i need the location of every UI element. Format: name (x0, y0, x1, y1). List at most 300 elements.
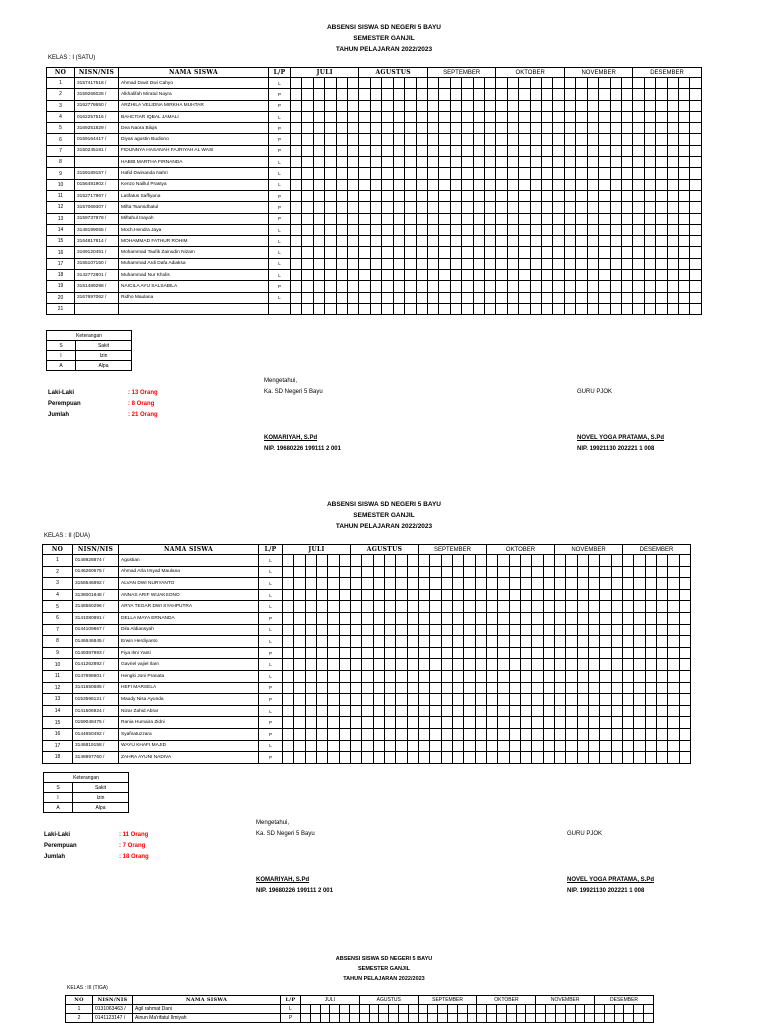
attendance-cell[interactable] (316, 694, 327, 706)
attendance-cell[interactable] (316, 705, 327, 717)
attendance-cell[interactable] (546, 1005, 556, 1014)
attendance-cell[interactable] (610, 281, 621, 292)
attendance-cell[interactable] (294, 682, 305, 694)
attendance-cell[interactable] (668, 740, 679, 752)
attendance-cell[interactable] (370, 190, 381, 201)
attendance-cell[interactable] (283, 566, 294, 578)
attendance-cell[interactable] (498, 659, 509, 671)
attendance-cell[interactable] (509, 578, 520, 590)
attendance-cell[interactable] (645, 624, 656, 636)
attendance-cell[interactable] (313, 190, 324, 201)
attendance-cell[interactable] (325, 213, 336, 224)
attendance-cell[interactable] (678, 202, 689, 213)
attendance-cell[interactable] (396, 624, 407, 636)
attendance-cell[interactable] (633, 134, 644, 145)
attendance-cell[interactable] (359, 281, 370, 292)
attendance-cell[interactable] (325, 190, 336, 201)
attendance-cell[interactable] (370, 213, 381, 224)
attendance-cell[interactable] (621, 270, 632, 281)
attendance-cell[interactable] (610, 270, 621, 281)
attendance-cell[interactable] (566, 717, 577, 729)
attendance-cell[interactable] (439, 292, 450, 303)
attendance-cell[interactable] (516, 1014, 526, 1023)
attendance-cell[interactable] (543, 566, 554, 578)
attendance-cell[interactable] (385, 566, 396, 578)
attendance-cell[interactable] (496, 168, 507, 179)
attendance-cell[interactable] (543, 555, 554, 567)
attendance-cell[interactable] (464, 566, 475, 578)
attendance-cell[interactable] (577, 694, 588, 706)
attendance-cell[interactable] (291, 281, 302, 292)
attendance-cell[interactable] (359, 292, 370, 303)
attendance-cell[interactable] (305, 589, 316, 601)
attendance-cell[interactable] (464, 740, 475, 752)
attendance-cell[interactable] (566, 752, 577, 764)
attendance-cell[interactable] (621, 281, 632, 292)
attendance-cell[interactable] (566, 670, 577, 682)
attendance-cell[interactable] (656, 111, 667, 122)
attendance-cell[interactable] (408, 1005, 418, 1014)
attendance-cell[interactable] (656, 281, 667, 292)
attendance-cell[interactable] (506, 1014, 516, 1023)
attendance-cell[interactable] (336, 145, 347, 156)
attendance-cell[interactable] (496, 281, 507, 292)
attendance-cell[interactable] (633, 111, 644, 122)
attendance-cell[interactable] (475, 705, 486, 717)
attendance-cell[interactable] (668, 555, 679, 567)
attendance-cell[interactable] (566, 566, 577, 578)
attendance-cell[interactable] (328, 647, 339, 659)
attendance-cell[interactable] (611, 636, 622, 648)
attendance-cell[interactable] (656, 157, 667, 168)
attendance-cell[interactable] (587, 213, 598, 224)
attendance-cell[interactable] (475, 647, 486, 659)
attendance-cell[interactable] (419, 694, 430, 706)
attendance-cell[interactable] (328, 555, 339, 567)
attendance-cell[interactable] (427, 202, 438, 213)
attendance-cell[interactable] (509, 612, 520, 624)
attendance-cell[interactable] (475, 601, 486, 613)
attendance-cell[interactable] (509, 624, 520, 636)
attendance-cell[interactable] (452, 589, 463, 601)
attendance-cell[interactable] (621, 224, 632, 235)
attendance-cell[interactable] (302, 168, 313, 179)
attendance-cell[interactable] (532, 659, 543, 671)
attendance-cell[interactable] (336, 111, 347, 122)
attendance-cell[interactable] (405, 179, 416, 190)
attendance-cell[interactable] (359, 258, 370, 269)
attendance-cell[interactable] (452, 717, 463, 729)
attendance-cell[interactable] (473, 247, 484, 258)
attendance-cell[interactable] (611, 555, 622, 567)
attendance-cell[interactable] (564, 224, 575, 235)
attendance-cell[interactable] (419, 705, 430, 717)
attendance-cell[interactable] (553, 270, 564, 281)
attendance-cell[interactable] (542, 145, 553, 156)
attendance-cell[interactable] (305, 624, 316, 636)
attendance-cell[interactable] (623, 647, 634, 659)
attendance-cell[interactable] (359, 111, 370, 122)
attendance-cell[interactable] (305, 670, 316, 682)
attendance-cell[interactable] (416, 78, 427, 89)
attendance-cell[interactable] (430, 612, 441, 624)
attendance-cell[interactable] (678, 157, 689, 168)
attendance-cell[interactable] (464, 624, 475, 636)
attendance-cell[interactable] (487, 670, 498, 682)
attendance-cell[interactable] (543, 589, 554, 601)
attendance-cell[interactable] (339, 752, 350, 764)
attendance-cell[interactable] (543, 717, 554, 729)
attendance-cell[interactable] (336, 247, 347, 258)
attendance-cell[interactable] (496, 258, 507, 269)
attendance-cell[interactable] (610, 78, 621, 89)
attendance-cell[interactable] (430, 682, 441, 694)
attendance-cell[interactable] (611, 647, 622, 659)
attendance-cell[interactable] (623, 717, 634, 729)
attendance-cell[interactable] (621, 247, 632, 258)
attendance-cell[interactable] (294, 717, 305, 729)
attendance-cell[interactable] (577, 670, 588, 682)
attendance-cell[interactable] (542, 89, 553, 100)
attendance-cell[interactable] (484, 292, 495, 303)
attendance-cell[interactable] (553, 236, 564, 247)
attendance-cell[interactable] (519, 190, 530, 201)
attendance-cell[interactable] (419, 555, 430, 567)
attendance-cell[interactable] (564, 168, 575, 179)
attendance-cell[interactable] (576, 168, 587, 179)
attendance-cell[interactable] (633, 190, 644, 201)
attendance-cell[interactable] (678, 123, 689, 134)
attendance-cell[interactable] (462, 179, 473, 190)
attendance-cell[interactable] (313, 157, 324, 168)
attendance-cell[interactable] (542, 270, 553, 281)
attendance-cell[interactable] (577, 682, 588, 694)
attendance-cell[interactable] (690, 179, 701, 190)
attendance-cell[interactable] (450, 270, 461, 281)
attendance-cell[interactable] (382, 270, 393, 281)
attendance-cell[interactable] (283, 624, 294, 636)
attendance-cell[interactable] (633, 89, 644, 100)
attendance-cell[interactable] (599, 247, 610, 258)
attendance-cell[interactable] (530, 281, 541, 292)
attendance-cell[interactable] (362, 740, 373, 752)
attendance-cell[interactable] (521, 670, 532, 682)
attendance-cell[interactable] (393, 190, 404, 201)
attendance-cell[interactable] (679, 612, 690, 624)
attendance-cell[interactable] (351, 682, 362, 694)
attendance-cell[interactable] (450, 303, 461, 314)
attendance-cell[interactable] (462, 270, 473, 281)
attendance-cell[interactable] (542, 202, 553, 213)
attendance-cell[interactable] (464, 601, 475, 613)
attendance-cell[interactable] (439, 247, 450, 258)
attendance-cell[interactable] (487, 589, 498, 601)
attendance-cell[interactable] (385, 740, 396, 752)
attendance-cell[interactable] (576, 179, 587, 190)
attendance-cell[interactable] (690, 145, 701, 156)
attendance-cell[interactable] (577, 624, 588, 636)
attendance-cell[interactable] (385, 705, 396, 717)
attendance-cell[interactable] (487, 624, 498, 636)
attendance-cell[interactable] (462, 145, 473, 156)
attendance-cell[interactable] (450, 145, 461, 156)
attendance-cell[interactable] (328, 589, 339, 601)
attendance-cell[interactable] (497, 1005, 507, 1014)
attendance-cell[interactable] (348, 258, 359, 269)
attendance-cell[interactable] (396, 752, 407, 764)
attendance-cell[interactable] (462, 224, 473, 235)
attendance-cell[interactable] (645, 555, 656, 567)
attendance-cell[interactable] (621, 236, 632, 247)
attendance-cell[interactable] (452, 647, 463, 659)
attendance-cell[interactable] (477, 1005, 487, 1014)
attendance-cell[interactable] (667, 236, 678, 247)
attendance-cell[interactable] (555, 566, 566, 578)
attendance-cell[interactable] (283, 601, 294, 613)
attendance-cell[interactable] (536, 1014, 546, 1023)
attendance-cell[interactable] (553, 202, 564, 213)
attendance-cell[interactable] (679, 728, 690, 740)
attendance-cell[interactable] (521, 682, 532, 694)
attendance-cell[interactable] (487, 647, 498, 659)
attendance-cell[interactable] (484, 236, 495, 247)
attendance-cell[interactable] (416, 89, 427, 100)
attendance-cell[interactable] (656, 705, 667, 717)
attendance-cell[interactable] (439, 224, 450, 235)
attendance-cell[interactable] (396, 647, 407, 659)
attendance-cell[interactable] (587, 224, 598, 235)
attendance-cell[interactable] (373, 566, 384, 578)
attendance-cell[interactable] (385, 555, 396, 567)
attendance-cell[interactable] (316, 624, 327, 636)
attendance-cell[interactable] (600, 636, 611, 648)
attendance-cell[interactable] (577, 589, 588, 601)
attendance-cell[interactable] (351, 740, 362, 752)
attendance-cell[interactable] (599, 292, 610, 303)
attendance-cell[interactable] (555, 705, 566, 717)
attendance-cell[interactable] (484, 111, 495, 122)
attendance-cell[interactable] (690, 224, 701, 235)
attendance-cell[interactable] (553, 100, 564, 111)
attendance-cell[interactable] (452, 555, 463, 567)
attendance-cell[interactable] (530, 179, 541, 190)
attendance-cell[interactable] (564, 123, 575, 134)
attendance-cell[interactable] (302, 190, 313, 201)
attendance-cell[interactable] (496, 134, 507, 145)
attendance-cell[interactable] (385, 624, 396, 636)
attendance-cell[interactable] (623, 728, 634, 740)
attendance-cell[interactable] (328, 612, 339, 624)
attendance-cell[interactable] (678, 292, 689, 303)
attendance-cell[interactable] (667, 134, 678, 145)
attendance-cell[interactable] (328, 670, 339, 682)
attendance-cell[interactable] (484, 179, 495, 190)
attendance-cell[interactable] (624, 1014, 634, 1023)
attendance-cell[interactable] (477, 1014, 487, 1023)
attendance-cell[interactable] (678, 258, 689, 269)
attendance-cell[interactable] (325, 100, 336, 111)
attendance-cell[interactable] (667, 247, 678, 258)
attendance-cell[interactable] (576, 247, 587, 258)
attendance-cell[interactable] (450, 123, 461, 134)
attendance-cell[interactable] (416, 236, 427, 247)
attendance-cell[interactable] (441, 717, 452, 729)
attendance-cell[interactable] (396, 578, 407, 590)
attendance-cell[interactable] (587, 236, 598, 247)
attendance-cell[interactable] (600, 728, 611, 740)
attendance-cell[interactable] (475, 555, 486, 567)
attendance-cell[interactable] (509, 682, 520, 694)
attendance-cell[interactable] (536, 1005, 546, 1014)
attendance-cell[interactable] (498, 670, 509, 682)
attendance-cell[interactable] (496, 303, 507, 314)
attendance-cell[interactable] (509, 717, 520, 729)
attendance-cell[interactable] (521, 612, 532, 624)
attendance-cell[interactable] (644, 145, 655, 156)
attendance-cell[interactable] (325, 292, 336, 303)
attendance-cell[interactable] (589, 636, 600, 648)
attendance-cell[interactable] (599, 168, 610, 179)
attendance-cell[interactable] (634, 647, 645, 659)
attendance-cell[interactable] (313, 89, 324, 100)
attendance-cell[interactable] (621, 190, 632, 201)
attendance-cell[interactable] (564, 213, 575, 224)
attendance-cell[interactable] (566, 578, 577, 590)
attendance-cell[interactable] (283, 694, 294, 706)
attendance-cell[interactable] (373, 740, 384, 752)
attendance-cell[interactable] (385, 752, 396, 764)
attendance-cell[interactable] (668, 717, 679, 729)
attendance-cell[interactable] (507, 247, 518, 258)
attendance-cell[interactable] (690, 78, 701, 89)
attendance-cell[interactable] (452, 705, 463, 717)
attendance-cell[interactable] (668, 612, 679, 624)
attendance-cell[interactable] (633, 100, 644, 111)
attendance-cell[interactable] (611, 566, 622, 578)
attendance-cell[interactable] (589, 717, 600, 729)
attendance-cell[interactable] (339, 694, 350, 706)
attendance-cell[interactable] (473, 213, 484, 224)
attendance-cell[interactable] (690, 111, 701, 122)
attendance-cell[interactable] (316, 717, 327, 729)
attendance-cell[interactable] (305, 659, 316, 671)
attendance-cell[interactable] (633, 213, 644, 224)
attendance-cell[interactable] (359, 100, 370, 111)
attendance-cell[interactable] (589, 578, 600, 590)
attendance-cell[interactable] (302, 213, 313, 224)
attendance-cell[interactable] (302, 134, 313, 145)
attendance-cell[interactable] (362, 636, 373, 648)
attendance-cell[interactable] (359, 145, 370, 156)
attendance-cell[interactable] (589, 728, 600, 740)
attendance-cell[interactable] (362, 601, 373, 613)
attendance-cell[interactable] (656, 566, 667, 578)
attendance-cell[interactable] (543, 728, 554, 740)
attendance-cell[interactable] (462, 202, 473, 213)
attendance-cell[interactable] (532, 694, 543, 706)
attendance-cell[interactable] (634, 752, 645, 764)
attendance-cell[interactable] (577, 717, 588, 729)
attendance-cell[interactable] (645, 694, 656, 706)
attendance-cell[interactable] (690, 168, 701, 179)
attendance-cell[interactable] (405, 89, 416, 100)
attendance-cell[interactable] (667, 145, 678, 156)
attendance-cell[interactable] (302, 89, 313, 100)
attendance-cell[interactable] (553, 123, 564, 134)
attendance-cell[interactable] (430, 578, 441, 590)
attendance-cell[interactable] (316, 740, 327, 752)
attendance-cell[interactable] (393, 258, 404, 269)
attendance-cell[interactable] (305, 705, 316, 717)
attendance-cell[interactable] (690, 190, 701, 201)
attendance-cell[interactable] (542, 179, 553, 190)
attendance-cell[interactable] (348, 247, 359, 258)
attendance-cell[interactable] (496, 270, 507, 281)
attendance-cell[interactable] (416, 258, 427, 269)
attendance-cell[interactable] (509, 589, 520, 601)
attendance-cell[interactable] (498, 740, 509, 752)
attendance-cell[interactable] (427, 224, 438, 235)
attendance-cell[interactable] (656, 555, 667, 567)
attendance-cell[interactable] (679, 752, 690, 764)
attendance-cell[interactable] (678, 190, 689, 201)
attendance-cell[interactable] (339, 682, 350, 694)
attendance-cell[interactable] (430, 752, 441, 764)
attendance-cell[interactable] (587, 258, 598, 269)
attendance-cell[interactable] (452, 682, 463, 694)
attendance-cell[interactable] (359, 202, 370, 213)
attendance-cell[interactable] (302, 281, 313, 292)
attendance-cell[interactable] (382, 303, 393, 314)
attendance-cell[interactable] (634, 705, 645, 717)
attendance-cell[interactable] (595, 1014, 605, 1023)
attendance-cell[interactable] (599, 258, 610, 269)
attendance-cell[interactable] (294, 752, 305, 764)
attendance-cell[interactable] (487, 601, 498, 613)
attendance-cell[interactable] (645, 589, 656, 601)
attendance-cell[interactable] (542, 303, 553, 314)
attendance-cell[interactable] (679, 659, 690, 671)
attendance-cell[interactable] (373, 612, 384, 624)
attendance-cell[interactable] (464, 589, 475, 601)
attendance-cell[interactable] (320, 1005, 330, 1014)
attendance-cell[interactable] (351, 555, 362, 567)
attendance-cell[interactable] (600, 670, 611, 682)
attendance-cell[interactable] (678, 281, 689, 292)
attendance-cell[interactable] (656, 682, 667, 694)
attendance-cell[interactable] (575, 1005, 585, 1014)
attendance-cell[interactable] (487, 578, 498, 590)
attendance-cell[interactable] (396, 682, 407, 694)
attendance-cell[interactable] (359, 1014, 369, 1023)
attendance-cell[interactable] (462, 292, 473, 303)
attendance-cell[interactable] (610, 157, 621, 168)
attendance-cell[interactable] (339, 728, 350, 740)
attendance-cell[interactable] (611, 740, 622, 752)
attendance-cell[interactable] (678, 270, 689, 281)
attendance-cell[interactable] (633, 123, 644, 134)
attendance-cell[interactable] (328, 659, 339, 671)
attendance-cell[interactable] (553, 157, 564, 168)
attendance-cell[interactable] (348, 78, 359, 89)
attendance-cell[interactable] (313, 134, 324, 145)
attendance-cell[interactable] (405, 292, 416, 303)
attendance-cell[interactable] (656, 612, 667, 624)
attendance-cell[interactable] (339, 647, 350, 659)
attendance-cell[interactable] (407, 705, 418, 717)
attendance-cell[interactable] (382, 123, 393, 134)
attendance-cell[interactable] (325, 247, 336, 258)
